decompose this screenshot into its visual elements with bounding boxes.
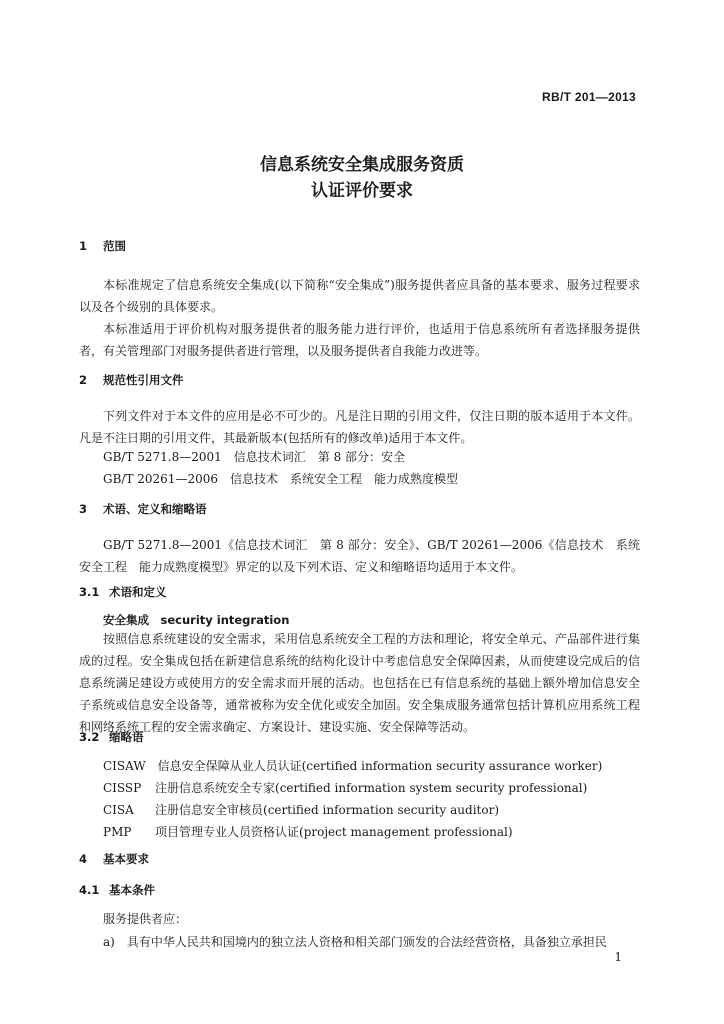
term-definition: 按照信息系统建设的安全需求，采用信息系统安全工程的方法和理论，将安全单元、产品部件进行集成的过程。安全集成包括在新建信息系统的结构化设计中考虑信息安全保障因素，从而使建设完成后的信息系统满足建设方或使用方的安全需求而开展的活动。也包括在已有信息系统的基础上额外增加信息安全子系统或信息安全设备等，通常被称为安全优化或安全加固。安全集成服务通常包括计算机应用系统工程和网络系统工程的安全需求确定、方案设计、建设实施、安全保障等活动。: [79, 632, 640, 734]
section-number: 3.2: [79, 730, 100, 744]
section-4-1-heading: [79, 882, 155, 898]
section-2-heading: [79, 372, 184, 388]
abbreviation-code: PMP: [103, 825, 132, 839]
section-title: 缩略语: [109, 730, 144, 744]
section-4-1-intro: 服务提供者应：: [103, 912, 188, 926]
section-1-heading: [79, 238, 126, 254]
abbreviation-text: 信息安全保障从业人员认证(certified information security assurance worker): [157, 759, 603, 773]
section-title: 范围: [103, 239, 126, 253]
section-1-paragraph-2: 本标准适用于评价机构对服务提供者的服务能力进行评价，也适用于信息系统所有者选择服务提供者，有关管理部门对服务提供者进行管理，以及服务提供者自我能力改进等。: [79, 322, 640, 358]
abbreviation-item: [103, 757, 602, 774]
document-title-line2: 认证评价要求: [311, 181, 413, 201]
section-title: 规范性引用文件: [103, 373, 184, 387]
normative-reference-2: GB/T 20261—2006 信息技术 系统安全工程 能力成熟度模型: [103, 472, 458, 486]
section-3-heading: [79, 501, 207, 517]
section-title: 术语、定义和缩略语: [103, 502, 207, 516]
section-3-2-heading: [79, 729, 144, 745]
section-number: 1: [79, 239, 88, 253]
abbreviation-code: CISAW: [103, 759, 146, 773]
section-number: 4: [79, 852, 88, 866]
page-number: 1: [614, 950, 622, 964]
abbreviation-item: [103, 779, 587, 796]
abbreviation-text: 注册信息系统安全专家(certified information system security professional): [155, 781, 588, 795]
section-title: 基本条件: [109, 883, 155, 897]
abbreviation-code: CISSP: [103, 781, 142, 795]
section-number: 2: [79, 373, 88, 387]
list-item-a: a) 具有中华人民共和国境内的独立法人资格和相关部门颁发的合法经营资格，具备独立承担民: [103, 935, 607, 949]
term-security-integration: 安全集成 security integration: [103, 613, 290, 627]
document-title-line1: 信息系统安全集成服务资质: [260, 155, 464, 175]
section-title: 术语和定义: [109, 585, 167, 599]
abbreviation-code: CISA: [103, 803, 134, 817]
section-1-paragraph-1: 本标准规定了信息系统安全集成(以下简称“安全集成”)服务提供者应具备的基本要求、服务过程要求以及各个级别的具体要求。: [79, 278, 640, 314]
standard-code: RB/T 201—2013: [542, 90, 636, 104]
section-number: 3.1: [79, 585, 100, 599]
section-number: 4.1: [79, 883, 100, 897]
section-3-paragraph-1: GB/T 5271.8—2001《信息技术词汇 第 8 部分：安全》、GB/T 20261—2006《信息技术 系统安全工程 能力成熟度模型》界定的以及下列术语、定义和缩略语均适用于本文件。: [79, 538, 640, 574]
section-4-heading: [79, 851, 149, 867]
abbreviation-text: 项目管理专业人员资格认证(project management professional): [155, 825, 513, 839]
section-3-1-heading: [79, 584, 167, 600]
section-2-paragraph-1: 下列文件对于本文件的应用是必不可少的。凡是注日期的引用文件，仅注日期的版本适用于本文件。凡是不注日期的引用文件，其最新版本(包括所有的修改单)适用于本文件。: [79, 409, 640, 445]
abbreviation-text: 注册信息安全审核员(certified information security auditor): [155, 803, 500, 817]
section-title: 基本要求: [103, 852, 149, 866]
abbreviation-item: [103, 801, 499, 818]
abbreviation-item: [103, 823, 513, 840]
normative-reference-1: GB/T 5271.8—2001 信息技术词汇 第 8 部分：安全: [103, 450, 406, 464]
section-number: 3: [79, 502, 88, 516]
